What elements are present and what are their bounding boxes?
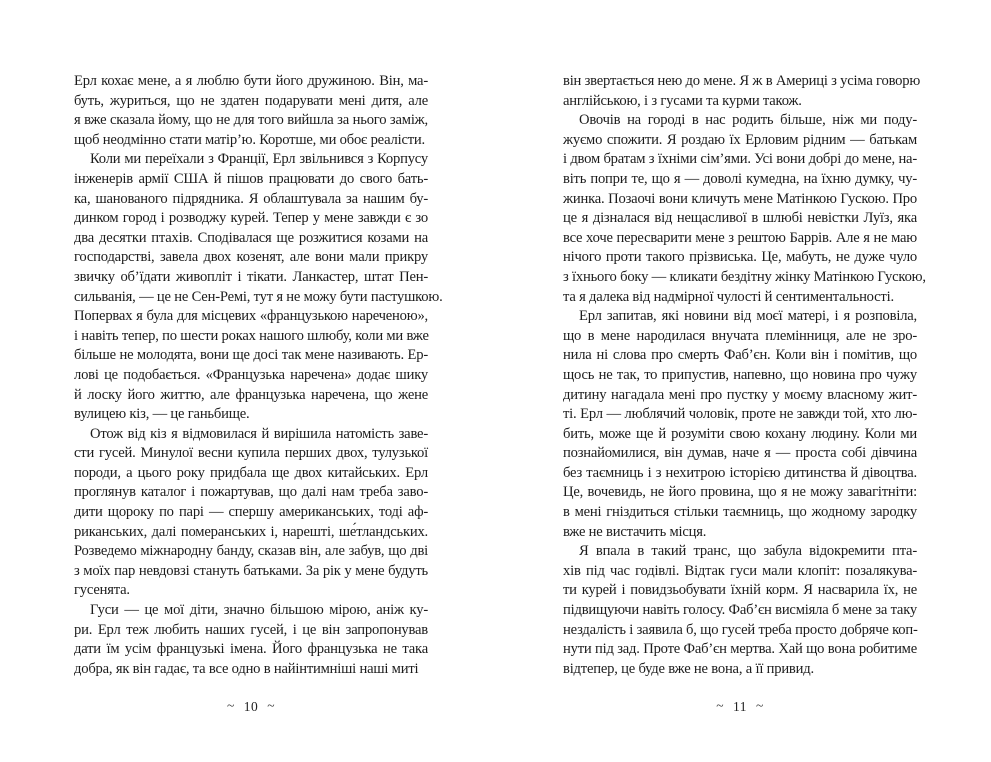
page-number-left: 10 bbox=[243, 699, 259, 714]
text-line: Я впала в такий транс, що забула відокремити пта- bbox=[579, 543, 917, 560]
page-text-left bbox=[74, 72, 443, 679]
text-line: жуємо спожити. Я роздаю їх Ерловим рідним — батькам bbox=[563, 131, 917, 148]
text-line: нила ні слова про смерть Фаб’єн. Коли він і помітив, що bbox=[563, 347, 917, 364]
text-line: відтепер, це буде вже не вона, а її привид. bbox=[563, 660, 814, 677]
text-line: підвищуючи навіть голосу. Фаб’єн висміяла б мене за таку bbox=[563, 602, 917, 619]
text-line: Ерл запитав, які новини від моєї матері, і я розповіла, bbox=[579, 308, 917, 325]
text-line: лові це подобається. «Французька наречена» додає шику bbox=[74, 366, 428, 383]
text-line: ті. Ерл — люблячий чоловік, проте не завжди той, хто лю- bbox=[563, 406, 917, 423]
text-line: без таємниць і з нехитрою історією дитинства й дівоцтва. bbox=[563, 464, 917, 481]
footer-ornament-right: ~ bbox=[756, 698, 764, 713]
text-line: познайомилися, він думав, наче я — проста собі дівчина bbox=[563, 445, 917, 462]
text-line: Попервах я була для місцевих «французькою нареченою», bbox=[74, 308, 428, 325]
text-line: ти курей і повидзьобувати їхній корм. Я насварила їх, не bbox=[563, 582, 917, 599]
text-line: Гуси — це мої діти, значно більшою мірою, аніж ку- bbox=[90, 602, 428, 619]
text-line: гусенята. bbox=[74, 582, 130, 599]
text-line: жинка. Позаочі вони кличуть мене Матінкою Гускою. Про bbox=[563, 190, 917, 207]
text-line: нічого проти такого прізвиська. Це, мабуть, не дуже чуло bbox=[563, 249, 917, 266]
text-line: він звертається нею до мене. Я ж в Америці з усіма говорю bbox=[563, 73, 921, 89]
text-line: Отож від кіз я відмовилася й вирішила натомість заве- bbox=[90, 425, 428, 442]
book-page-right bbox=[563, 72, 926, 732]
text-line: риканських, далі померанських і, нарешті, ше́тландських. bbox=[74, 523, 428, 540]
text-line: ри. Ерл теж любить наших гусей, і це він запропонував bbox=[74, 621, 428, 638]
page-footer-left bbox=[74, 699, 428, 715]
page-footer-right bbox=[563, 699, 917, 715]
text-line: дитину нагадала мені про пустку у моєму власному жит- bbox=[563, 386, 917, 403]
text-line: добра, як він гадає, та все одно в найінтимніші наші миті bbox=[74, 660, 419, 677]
text-line: динком город і розводжу курей. Тепер у мене завжди є зо bbox=[74, 210, 428, 227]
text-line: сти гусей. Минулої весни купила перших двох, тулузької bbox=[74, 445, 428, 462]
text-line: Це, вочевидь, не його провина, що я не можу завагітніти: bbox=[563, 484, 917, 501]
text-line: що в мене народилася внучата племінниця, але не зро- bbox=[563, 327, 917, 344]
text-line: все хоче пересварити мене з рештою Баррів. Але я не маю bbox=[563, 229, 917, 246]
text-line: щоб неодмінно стати матір’ю. Коротше, ми обоє реалісти. bbox=[74, 131, 425, 148]
text-line: й лоску його життю, але французька наречена, що жене bbox=[74, 386, 428, 403]
text-line: Розведемо міжнародну банду, сказав він, але забув, що дві bbox=[74, 543, 428, 560]
text-line: ка, шанованого підрядника. Я облаштувала за нашим бу- bbox=[74, 190, 428, 207]
text-line: це я дізналася від нещасливої в шлюбі невістки Луїз, яка bbox=[563, 210, 917, 227]
page-text-right bbox=[563, 72, 926, 679]
text-line: породи, а цього року придбала ще двох китайських. Ерл bbox=[74, 464, 428, 481]
text-line: з їхнього боку — кликати бездітну жінку Матінкою Гускою, bbox=[563, 268, 926, 285]
text-line: сильванія, — це не Сен-Ремі, тут я не можу бути пастушкою. bbox=[74, 288, 443, 305]
text-line: з моїх пар невдовзі стануть батьками. За рік у мене будуть bbox=[74, 562, 428, 579]
text-line: і двом братам з їхніми сім’ями. Усі вони добрі до мене, на- bbox=[563, 151, 917, 168]
text-line: Коли ми переїхали з Франції, Ерл звільнився з Корпусу bbox=[90, 151, 428, 168]
text-line: інженерів армії США й пішов працювати до свого бать- bbox=[74, 170, 428, 187]
text-line: звичку об’їдати живопліт і тікати. Ланкастер, штат Пен- bbox=[74, 268, 428, 285]
footer-ornament-right: ~ bbox=[267, 698, 276, 713]
text-line: вулицею кіз, — це ганьбище. bbox=[74, 406, 250, 423]
text-line: бить, може ще й розуміти свою кохану людину. Коли ми bbox=[563, 425, 917, 442]
text-line: і навіть тепер, по шести роках нашого шлюбу, коли ми вже bbox=[74, 327, 429, 344]
text-line: віть попри те, що я — доволі кумедна, на їхню думку, чу- bbox=[563, 170, 917, 187]
text-line: буть, журиться, що не здатен подарувати мені дитя, але bbox=[74, 92, 428, 109]
text-line: господарстві, завела двох козенят, але вони мали прикру bbox=[74, 249, 428, 266]
text-line: та я далека від надмірної чулості й сентиментальності. bbox=[563, 288, 894, 305]
page-number-right: 11 bbox=[733, 699, 747, 714]
text-line: більше не молодята, вони ще досі так мене називають. Ер- bbox=[74, 347, 428, 364]
text-line: проглянув каталог і пожартував, що далі нам треба заво- bbox=[74, 484, 428, 501]
text-line: в мені гніздиться стільки таємниць, що жодному зародку bbox=[563, 504, 917, 521]
footer-ornament-left: ~ bbox=[716, 698, 724, 713]
text-line: вже не вистачить місця. bbox=[563, 523, 707, 540]
text-line: хів під час годівлі. Відтак гуси мали клопіт: позалякува- bbox=[563, 562, 917, 579]
text-line: дити щороку по парі — спершу американських, тоді аф- bbox=[74, 504, 428, 521]
footer-ornament-left: ~ bbox=[226, 698, 235, 713]
text-line: Овочів на городі в нас родить більше, ніж ми поду- bbox=[579, 112, 917, 129]
text-line: англійською, і з гусами та курми також. bbox=[563, 92, 802, 109]
text-line: Ерл кохає мене, а я люблю бути його дружиною. Він, ма- bbox=[74, 73, 428, 89]
text-line: щось не так, то припустив, напевно, що новина про чужу bbox=[563, 366, 917, 383]
text-line: я вже сказала йому, що не для того вийшла за нього заміж, bbox=[74, 112, 428, 129]
text-line: нути під зад. Проте Фаб’єн мертва. Хай що вона робитиме bbox=[563, 641, 917, 658]
text-line: два десятки птахів. Сподівалася ще розжитися козами на bbox=[74, 229, 428, 246]
book-page-left bbox=[74, 72, 443, 732]
text-line: нездалість і заявила б, що гусей треба просто добряче коп- bbox=[563, 621, 918, 638]
text-line: дати їм усім французькі імена. Його французька не така bbox=[74, 641, 428, 658]
